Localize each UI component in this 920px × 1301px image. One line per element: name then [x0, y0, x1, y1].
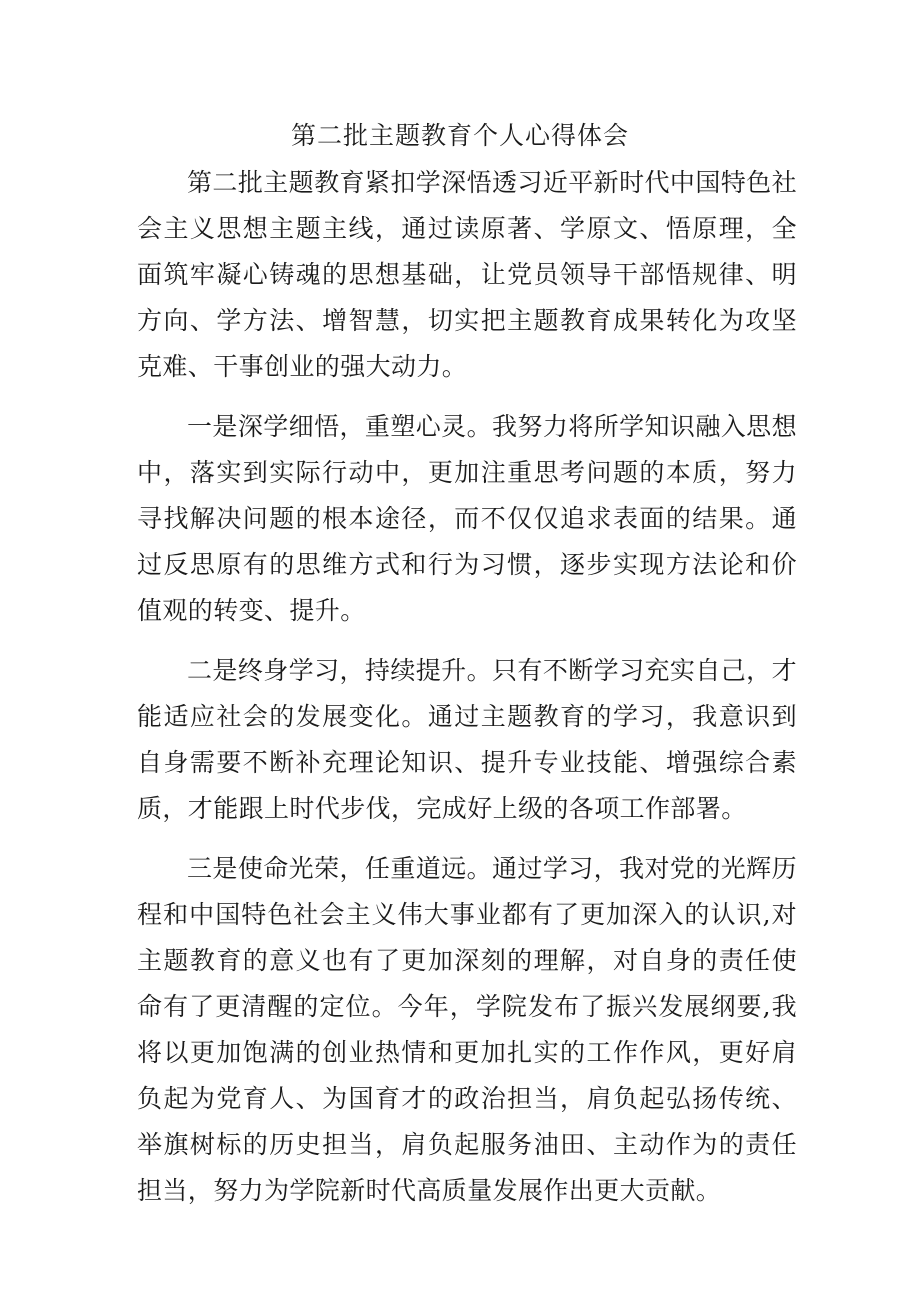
paragraph-point-two: 二是终身学习，持续提升。只有不断学习充实自己，才能适应社会的发展变化。通过主题教育的学习，我意识到自身需要不断补充理论知识、提升专业技能、增强综合素质，才能跟上时代步伐，完成好上级的各项工作部署。: [137, 656, 797, 823]
document-title: 第二批主题教育个人心得体会: [290, 121, 629, 150]
document-body: [137, 160, 797, 1214]
paragraph-point-three: 三是使命光荣，任重道远。通过学习，我对党的光辉历程和中国特色社会主义伟大事业都有了更加深入的认识,对主题教育的意义也有了更加深刻的理解，对自身的责任使命有了更清醒的定位。今年，学院发布了振兴发展纲要,我将以更加饱满的创业热情和更加扎实的工作作风，更好肩负起为党育人、为国育才的政治担当，肩负起弘扬传统、举旗树标的历史担当，肩负起服务油田、主动作为的责任担当，努力为学院新时代高质量发展作出更大贡献。: [137, 854, 797, 1205]
paragraph-point-one: 一是深学细悟，重塑心灵。我努力将所学知识融入思想中，落实到实际行动中，更加注重思考问题的本质，努力寻找解决问题的根本途径，而不仅仅追求表面的结果。通过反思原有的思维方式和行为习惯，逐步实现方法论和价值观的转变、提升。: [137, 412, 797, 625]
paragraph-intro: 第二批主题教育紧扣学深悟透习近平新时代中国特色社会主义思想主题主线，通过读原著、学原文、悟原理，全面筑牢凝心铸魂的思想基础，让党员领导干部悟规律、明方向、学方法、增智慧，切实把主题教育成果转化为攻坚克难、干事创业的强大动力。: [137, 168, 797, 381]
